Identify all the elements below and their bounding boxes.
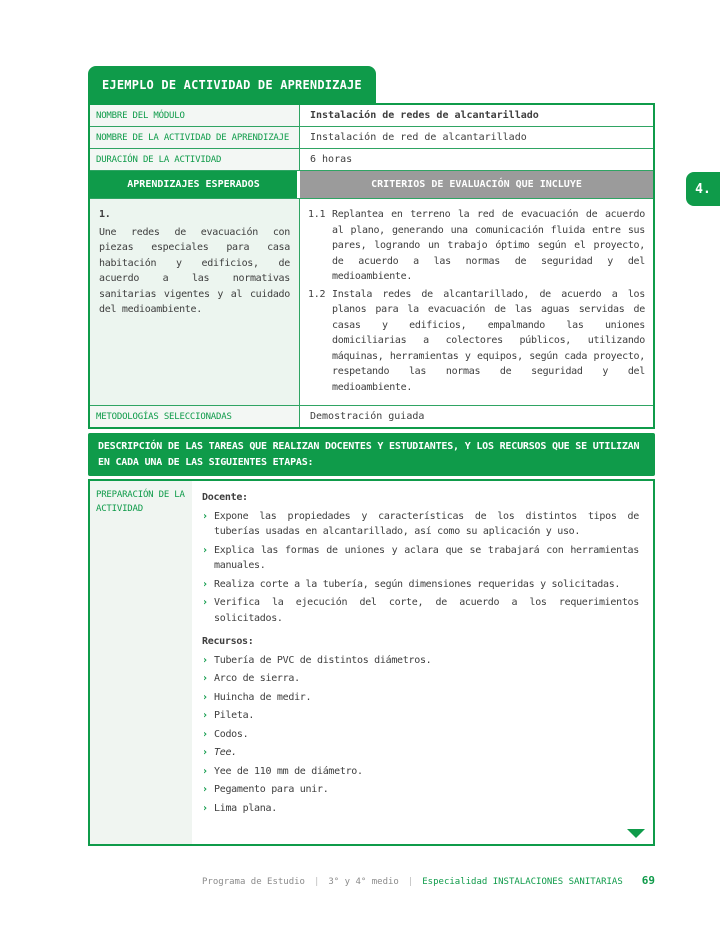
bullet-icon: › [202, 544, 208, 556]
list-item [202, 577, 639, 593]
list-item [202, 764, 639, 780]
recursos-list [202, 653, 639, 817]
aprendizaje-criterios-row [90, 199, 653, 406]
list-item [202, 801, 639, 817]
bullet-icon: › [202, 710, 208, 721]
bullet-icon: › [202, 673, 208, 684]
list-item [202, 745, 639, 761]
bullet-icon: › [202, 691, 208, 703]
list-item [202, 595, 639, 626]
list-item [202, 671, 639, 687]
page-title-text: EJEMPLO DE ACTIVIDAD DE APRENDIZAJE [102, 77, 362, 92]
bullet-icon: › [202, 578, 208, 590]
list-item [202, 690, 639, 706]
table-row [90, 127, 653, 149]
activity-table-block [88, 66, 655, 846]
bullet-icon: › [202, 747, 208, 758]
list-item-text: Yee de 110 mm de diámetro. [214, 765, 363, 777]
bullet-icon: › [202, 802, 208, 814]
list-item-text: Explica las formas de uniones y aclara que se trabajará con herramientas manuales. [214, 544, 639, 571]
duration-value: 6 horas [310, 154, 353, 165]
footer-separator: | [313, 877, 320, 887]
list-item [202, 509, 639, 540]
list-item [202, 782, 639, 798]
activity-name-value: Instalación de red de alcantarillado [310, 132, 527, 143]
list-item [202, 727, 639, 743]
table-row [90, 406, 653, 427]
footer-separator: | [407, 877, 414, 887]
preparacion-label: PREPARACIÓN DE LA ACTIVIDAD [90, 481, 192, 844]
module-label: NOMBRE DEL MÓDULO [90, 105, 300, 126]
list-item-text: Realiza corte a la tubería, según dimensiones requeridas y solicitadas. [214, 578, 621, 590]
criterio-item [308, 287, 645, 396]
criterio-text: Replantea en terreno la red de evacuación de acuerdo al plano, generando una comunicación fluida entre sus pares, logrando un trabajo óptimo según el proyecto, de acuerdo a las normas de seguridad y del medioambiente. [332, 209, 645, 282]
list-item [202, 543, 639, 574]
page-title [88, 66, 376, 103]
chapter-side-tab [686, 172, 720, 206]
criterio-number: 1.2 [308, 288, 326, 300]
docente-list [202, 509, 639, 627]
footer-grade: 3° y 4° medio [328, 877, 399, 887]
bullet-icon: › [202, 510, 208, 522]
list-item [202, 708, 639, 724]
list-item [202, 653, 639, 669]
module-value: Instalación de redes de alcantarillado [310, 110, 539, 121]
criterio-text: Instala redes de alcantarillado, de acuerdo a los planos para la evacuación de las aguas servidas de casas y edificios, empalmando las uniones domiciliarias a colectores públicos, utilizando máquinas, herramientas y equipos, según cada proyecto, respetando las normas de seguridad y del medioambiente. [332, 288, 645, 393]
footer-program: Programa de Estudio [202, 877, 305, 887]
bullet-icon: › [202, 597, 208, 608]
continuation-arrow-icon [627, 829, 645, 838]
list-item-text: Lima plana. [214, 802, 277, 814]
footer-specialty: Especialidad INSTALACIONES SANITARIAS [422, 877, 623, 887]
aprendizajes-header: APRENDIZAJES ESPERADOS [90, 171, 300, 198]
bullet-icon: › [202, 654, 208, 666]
list-item-text: Expone las propiedades y características de los distintos tipos de tuberías usadas en alcantarillado, así como su aplicación y uso. [214, 510, 639, 537]
descripcion-band: DESCRIPCIÓN DE LAS TAREAS QUE REALIZAN DOCENTES Y ESTUDIANTES, Y LOS RECURSOS QUE SE UTILIZAN EN CADA UNA DE LAS SIGUIENTES ETAPAS: [88, 433, 655, 476]
aprendizaje-text: Une redes de evacuación con piezas especiales para casa habitación y edificios, de acuerdo a las normativas sanitarias vigentes y al cuidado del medioambiente. [99, 226, 290, 315]
list-item-text: Pegamento para unir. [214, 784, 329, 795]
page-footer [88, 874, 655, 887]
aprendizaje-cell [90, 199, 300, 405]
bullet-icon: › [202, 728, 208, 740]
page-number: 69 [641, 874, 655, 887]
preparacion-body [192, 481, 653, 844]
list-item-text: Huincha de medir. [214, 691, 312, 703]
criterio-item [308, 207, 645, 285]
activity-name-label: NOMBRE DE LA ACTIVIDAD DE APRENDIZAJE [90, 127, 300, 148]
bullet-icon: › [202, 765, 208, 777]
activity-info-table [88, 103, 655, 429]
list-item-text: Pileta. [214, 710, 255, 721]
metodologias-value: Demostración guiada [310, 411, 425, 422]
bullet-icon: › [202, 784, 208, 795]
criterio-number: 1.1 [308, 209, 326, 220]
column-headers-row [90, 171, 653, 199]
aprendizaje-number: 1. [99, 209, 111, 220]
list-item-text: Verifica la ejecución del corte, de acuerdo a los requerimientos solicitados. [214, 597, 639, 624]
recursos-heading: Recursos: [202, 636, 254, 647]
table-row [90, 149, 653, 171]
list-item-text: Tubería de PVC de distintos diámetros. [214, 654, 432, 666]
list-item-text: Codos. [214, 728, 249, 740]
list-item-text: Arco de sierra. [214, 673, 300, 684]
list-item-text: Tee. [214, 747, 237, 758]
preparacion-section [88, 479, 655, 846]
chapter-number: 4. [695, 181, 711, 197]
duration-label: DURACIÓN DE LA ACTIVIDAD [90, 149, 300, 170]
criterios-cell [300, 199, 653, 405]
metodologias-label: METODOLOGÍAS SELECCIONADAS [90, 406, 300, 427]
docente-heading: Docente: [202, 492, 248, 503]
criterios-header: CRITERIOS DE EVALUACIÓN QUE INCLUYE [300, 171, 653, 198]
table-row [90, 105, 653, 127]
